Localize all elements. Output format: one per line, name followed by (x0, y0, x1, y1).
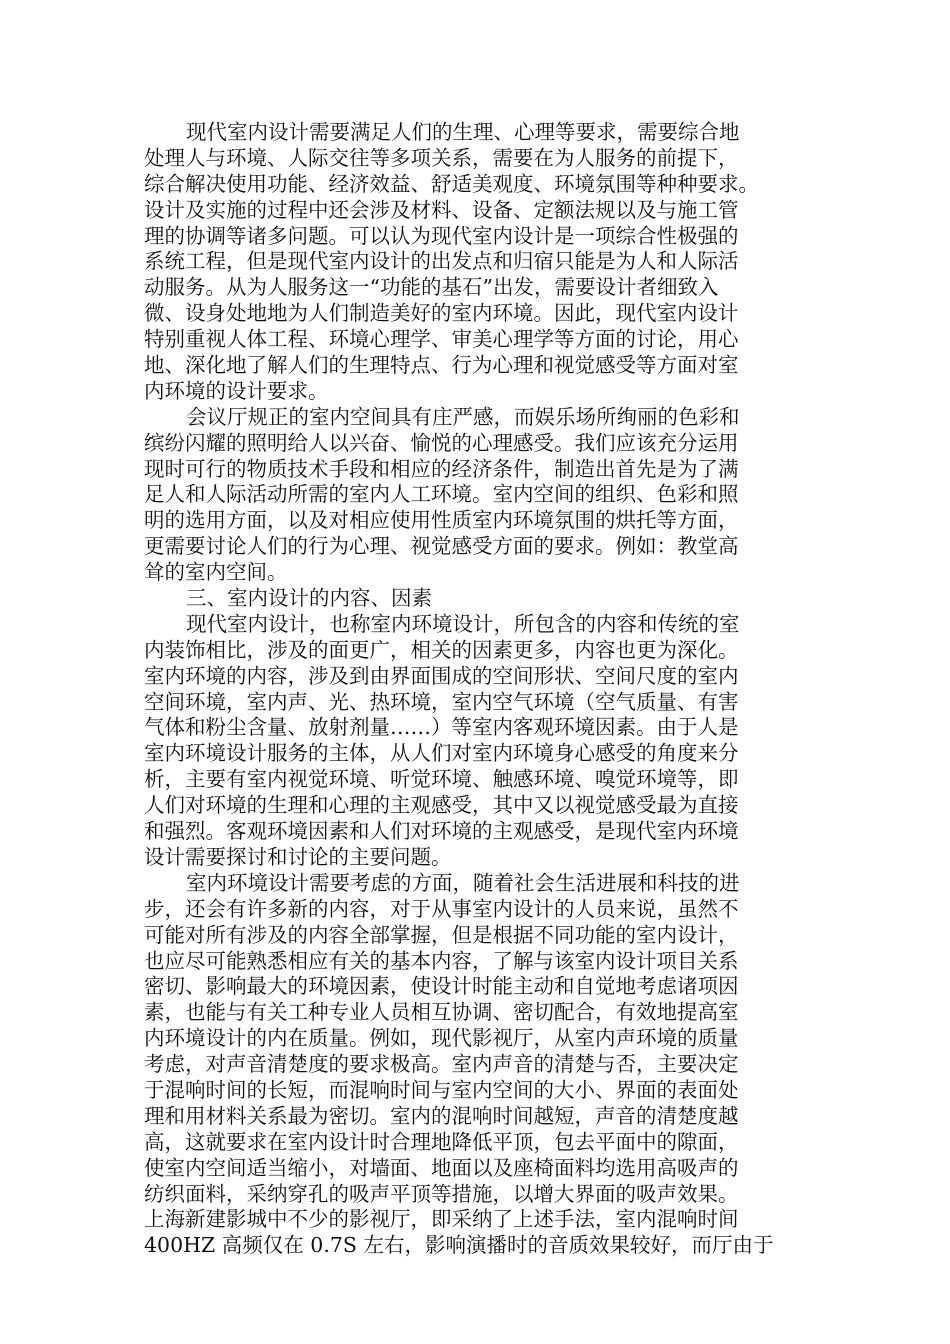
text-line: 高，这就要求在室内设计时合理地降低平顶，包去平面中的隙面， (144, 1129, 739, 1154)
text-line: 使室内空间适当缩小，对墙面、地面以及座椅面料均选用高吸声的 (144, 1155, 739, 1180)
text-line: 更需要讨论人们的行为心理、视觉感受方面的要求。例如：教堂高 (144, 534, 739, 559)
text-line: 也应尽可能熟悉相应有关的基本内容，了解与该室内设计项目关系 (144, 948, 739, 973)
text-line: 动服务。从为人服务这一“功能的基石”出发，需要设计者细致入 (144, 275, 719, 300)
text-line: 明的选用方面，以及对相应使用性质室内环境氛围的烘托等方面， (144, 508, 739, 533)
text-line: 可能对所有涉及的内容全部掌握，但是根据不同功能的室内设计， (144, 922, 739, 947)
paragraph-3 (144, 612, 808, 871)
text-line: 内装饰相比，涉及的面更广，相关的因素更多，内容也更为深化。 (144, 637, 739, 662)
text-line: 纺织面料，采纳穿孔的吸声平顶等措施，以增大界面的吸声效果。 (144, 1181, 739, 1206)
text-line: 步，还会有许多新的内容，对于从事室内设计的人员来说，虽然不 (144, 896, 739, 921)
text-line: 理的协调等诸多问题。可以认为现代室内设计是一项综合性极强的 (144, 223, 739, 248)
text-line: 特别重视人体工程、环境心理学、审美心理学等方面的讨论，用心 (144, 327, 739, 352)
section-heading (144, 586, 808, 612)
text-line: 现代室内设计需要满足人们的生理、心理等要求，需要综合地 (186, 120, 740, 144)
text-line: 和强烈。客观环境因素和人们对环境的主观感受，是现代室内环境 (144, 819, 739, 844)
text-line: 室内环境设计需要考虑的方面，随着社会生活进展和科技的进 (186, 870, 740, 895)
text-line: 耸的室内空间。 (144, 560, 288, 585)
text-line: 缤纷闪耀的照明给人以兴奋、愉悦的心理感受。我们应该充分运用 (144, 430, 739, 455)
text-line: 地、深化地了解人们的生理特点、行为心理和视觉感受等方面对室 (144, 353, 739, 378)
text-line: 于混响时间的长短，而混响时间与室内空间的大小、界面的表面处 (144, 1077, 739, 1102)
section-heading-text: 三、室内设计的内容、因素 (186, 586, 432, 611)
text-line: 气体和粉尘含量、放射剂量……）等室内客观环境因素。由于人是 (144, 715, 739, 740)
text-line: 现时可行的物质技术手段和相应的经济条件，制造出首先是为了满 (144, 456, 739, 481)
text-line: 内环境的设计要求。 (144, 378, 329, 403)
text-line: 微、设身处地地为人们制造美好的室内环境。因此，现代室内设计 (144, 301, 739, 326)
text-line: 人们对环境的生理和心理的主观感受，其中又以视觉感受最为直接 (144, 793, 739, 818)
text-line: 考虑，对声音清楚度的要求极高。室内声音的清楚与否，主要决定 (144, 1052, 739, 1077)
text-line: 400HZ 高频仅在 0.7S 左右，影响演播时的音质效果较好，而厅由于 (144, 1233, 774, 1258)
text-line: 系统工程，但是现代室内设计的出发点和归宿只能是为人和人际活 (144, 249, 739, 274)
text-line: 析，主要有室内视觉环境、听觉环境、触感环境、嗅觉环境等，即 (144, 767, 739, 792)
text-line: 设计及实施的过程中还会涉及材料、设备、定额法规以及与施工管 (144, 197, 739, 222)
text-line: 处理人与环境、人际交往等多项关系，需要在为人服务的前提下， (144, 145, 739, 170)
text-line: 理和用材料关系最为密切。室内的混响时间越短，声音的清楚度越 (144, 1103, 739, 1128)
text-line: 空间环境，室内声、光、热环境，室内空气环境（空气质量、有害 (144, 689, 739, 714)
text-line: 室内环境的内容，涉及到由界面围成的空间形状、空间尺度的室内 (144, 663, 739, 688)
text-line: 内环境设计的内在质量。例如，现代影视厅，从室内声环境的质量 (144, 1026, 739, 1051)
paragraph-1 (144, 120, 808, 405)
text-line: 综合解决使用功能、经济效益、舒适美观度、环境氛围等种种要求。 (144, 171, 759, 196)
text-line: 密切、影响最大的环境因素，使设计时能主动和自觉地考虑诸项因 (144, 974, 739, 999)
text-line: 会议厅规正的室内空间具有庄严感，而娱乐场所绚丽的色彩和 (186, 404, 740, 429)
text-line: 室内环境设计服务的主体，从人们对室内环境身心感受的角度来分 (144, 741, 739, 766)
text-line: 上海新建影城中不少的影视厅，即采纳了上述手法，室内混响时间 (144, 1207, 739, 1232)
text-line: 素，也能与有关工种专业人员相互协调、密切配合，有效地提高室 (144, 1000, 739, 1025)
text-line: 足人和人际活动所需的室内人工环境。室内空间的组织、色彩和照 (144, 482, 739, 507)
text-line: 设计需要探讨和讨论的主要问题。 (144, 844, 452, 869)
document-page (144, 120, 808, 1259)
paragraph-4 (144, 871, 808, 1259)
text-line: 现代室内设计，也称室内环境设计，所包含的内容和传统的室 (186, 611, 740, 636)
paragraph-2 (144, 405, 808, 586)
